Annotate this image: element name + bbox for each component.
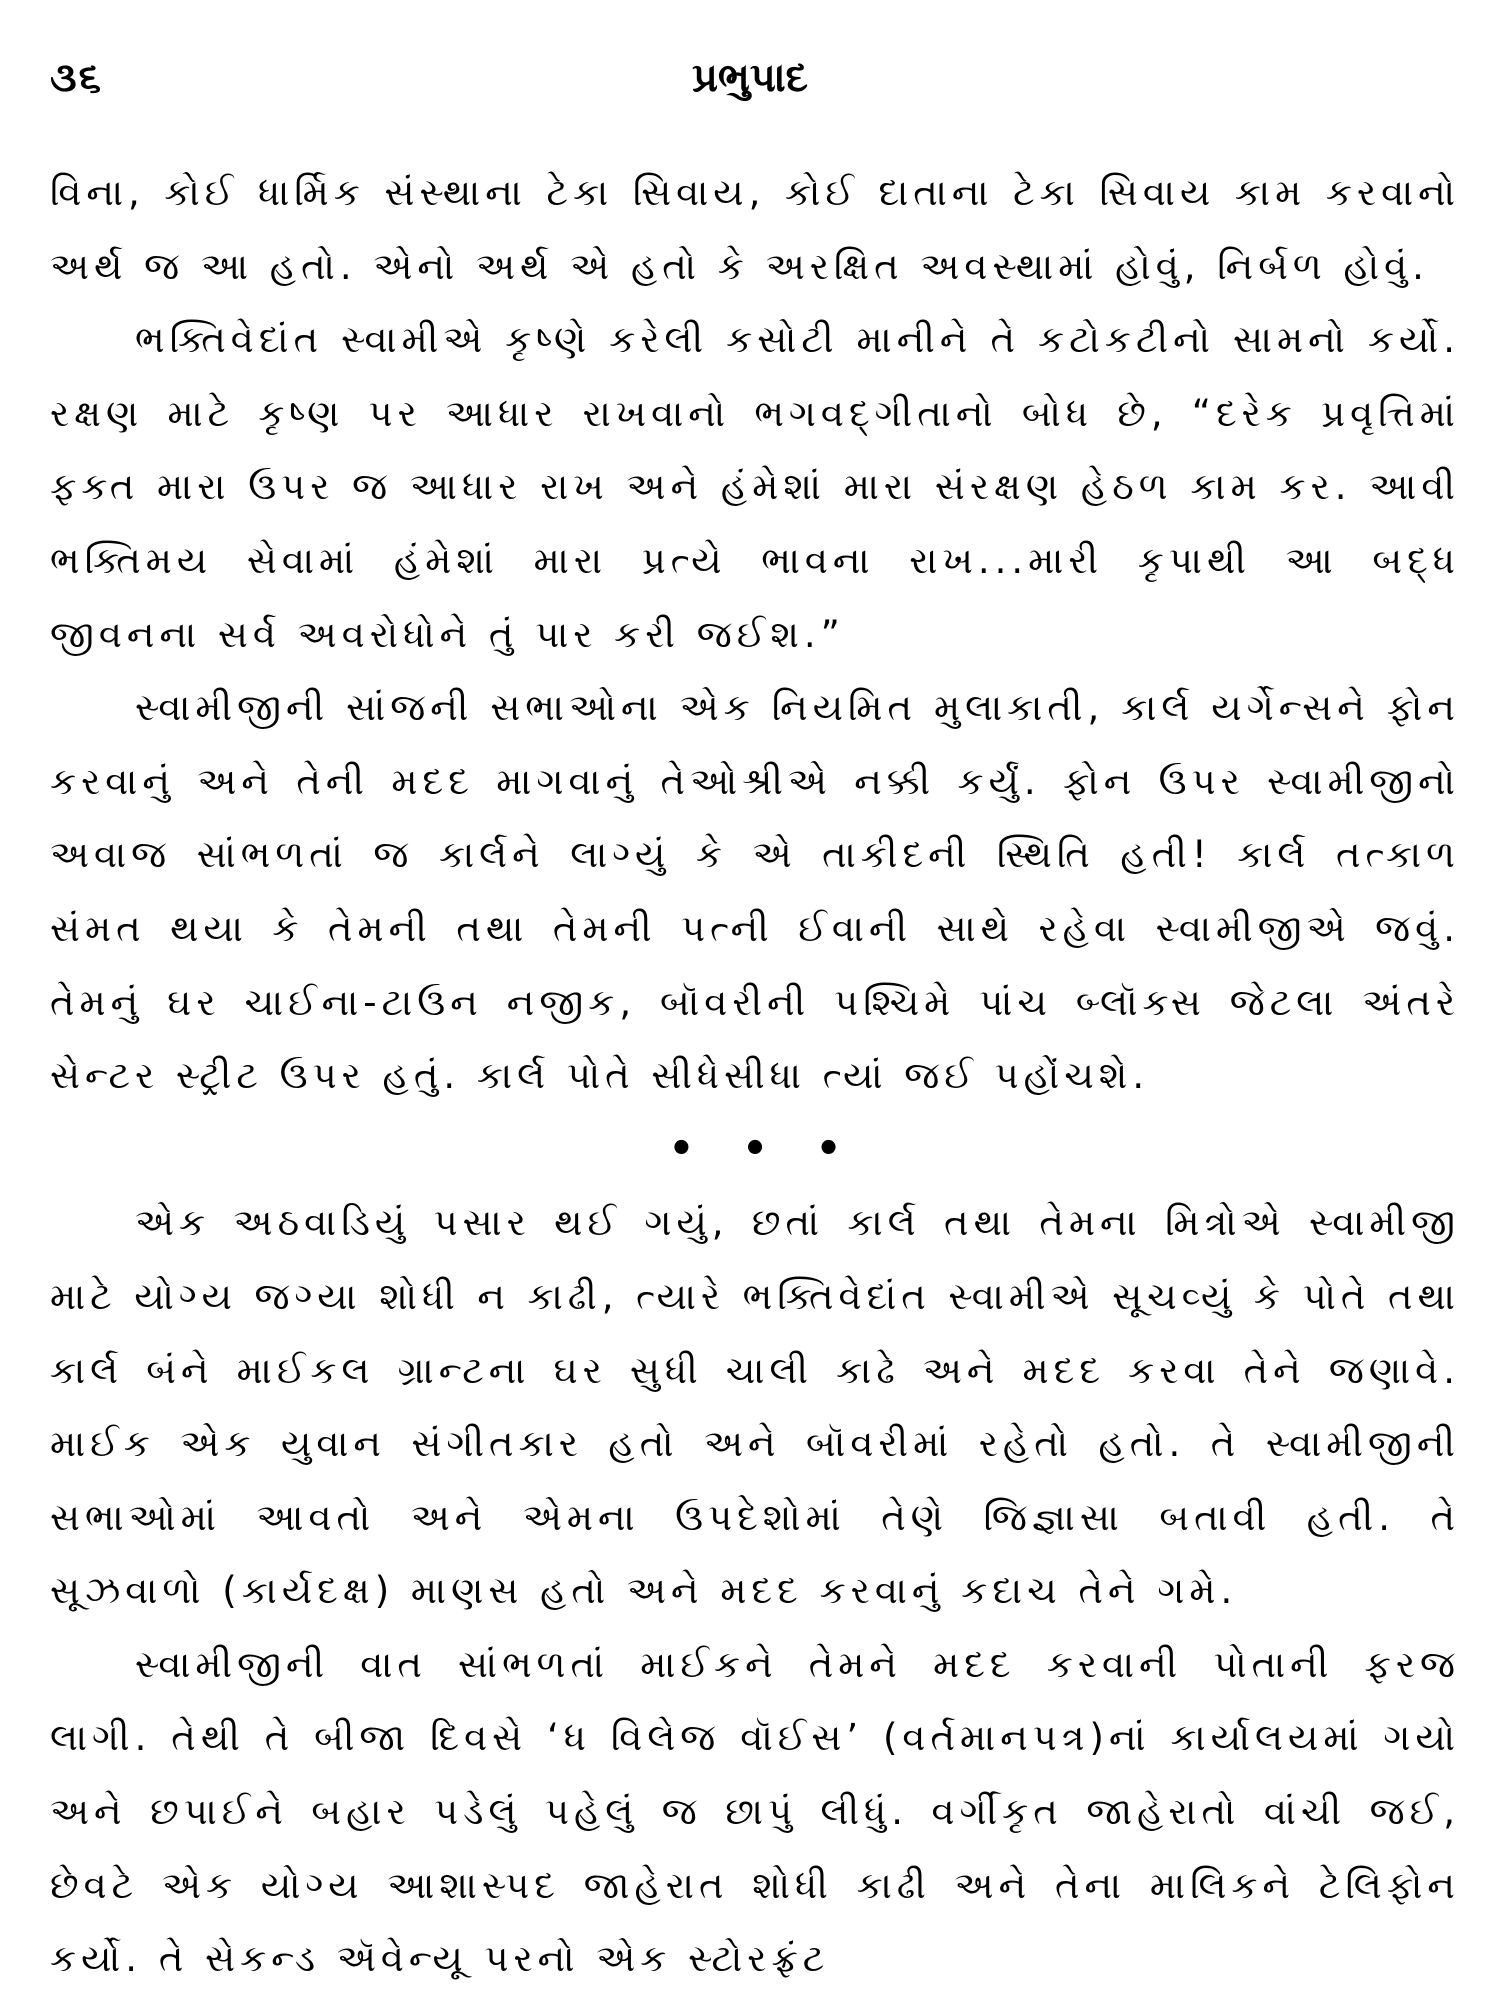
paragraph-1: વિના, કોઈ ધાર્મિક સંસ્થાના ટેકા સિવાય, કોઈ દાતાના ટેકા સિવાય કામ કરવાનો અર્થ જ આ હતો. એનો અર્થ એ હતો કે અરક્ષિત અવસ્થામાં હોવું, નિર્બળ હોવું. [50,171,1460,288]
paragraph-3: સ્વામીજીની સાંજની સભાઓના એક નિયમિત મુલાકાતી, કાર્લ યર્ગેન્સને ફોન કરવાનું અને તેની મદદ માગવાનું તેઓશ્રીએ નક્કી કર્યું. ફોન ઉપર સ્વામીજીનો અવાજ સાંભળતાં જ કાર્લને લાગ્યું કે એ તાકીદની સ્થિતિ હતી! કાર્લ તત્કાળ સંમત થયા કે તેમની તથા તેમની પત્ની ઈવાની સાથે રહેવા સ્વામીજીએ જવું. તેમનું ઘર ચાઈના-ટાઉન નજીક, બૉવરીની પશ્ચિમે પાંચ બ્લૉક્સ જેટલા અંતરે સેન્ટર સ્ટ્રીટ ઉપર હતું. કાર્લ પોતે સીધેસીધા ત્યાં જઈ પહોંચશે. [50,686,1460,1098]
running-title: પ્રભુપાદ [691,55,809,101]
paragraph-2: ભક્તિવેદાંત સ્વામીએ કૃષ્ણે કરેલી કસોટી માનીને તે કટોકટીનો સામનો કર્યો. રક્ષણ માટે કૃષ્ણ પર આધાર રાખવાનો ભગવદ્‌ગીતાનો બોધ છે, “દરેક પ્રવૃત્તિમાં ફક્ત મારા ઉપર જ આધાર રાખ અને હંમેશાં મારા સંરક્ષણ હેઠળ કામ કર. આવી ભક્તિમય સેવામાં હંમેશાં મારા પ્રત્યે ભાવના રાખ...મારી કૃપાથી આ બદ્ધ જીવનના સર્વ અવરોધોને તું પાર કરી જઈશ.” [50,318,1460,656]
paragraph-4: એક અઠવાડિયું પસાર થઈ ગયું, છતાં કાર્લ તથા તેમના મિત્રોએ સ્વામીજી માટે યોગ્ય જગ્યા શોધી ન કાઢી, ત્યારે ભક્તિવેદાંત સ્વામીએ સૂચવ્યું કે પોતે તથા કાર્લ બંને માઈકલ ગ્રાન્ટના ઘર સુધી ચાલી કાઢે અને મદદ કરવા તેને જણાવે. માઈક એક યુવાન સંગીતકાર હતો અને બૉવરીમાં રહેતો હતો. તે સ્વામીજીની સભાઓમાં આવતો અને એમના ઉપદેશોમાં તેણે જિજ્ઞાસા બતાવી હતી. તે સૂઝવાળો (કાર્યદક્ષ) માણસ હતો અને મદદ કરવાનું કદાચ તેને ગમે. [50,1201,1460,1613]
page-header [50,48,1450,108]
page-body [50,156,1460,1996]
section-break-dots: ••• [668,1125,890,1172]
paragraph-5: સ્વામીજીની વાત સાંભળતાં માઈકને તેમને મદદ કરવાની પોતાની ફરજ લાગી. તેથી તે બીજા દિવસે ‘ધ વિલેજ વૉઈસ’ (વર્તમાનપત્ર)નાં કાર્યાલયમાં ગયો અને છપાઈને બહાર પડેલું પહેલું જ છાપું લીધું. વર્ગીકૃત જાહેરાતો વાંચી જઈ, છેવટે એક યોગ્ય આશાસ્પદ જાહેરાત શોધી કાઢી અને તેના માલિકને ટેલિફોન કર્યો. તે સેકન્ડ ઍવેન્યૂ પરનો એક સ્ટોરફ્રંટ [50,1642,1460,1981]
page-number: ૩૬ [50,55,104,101]
